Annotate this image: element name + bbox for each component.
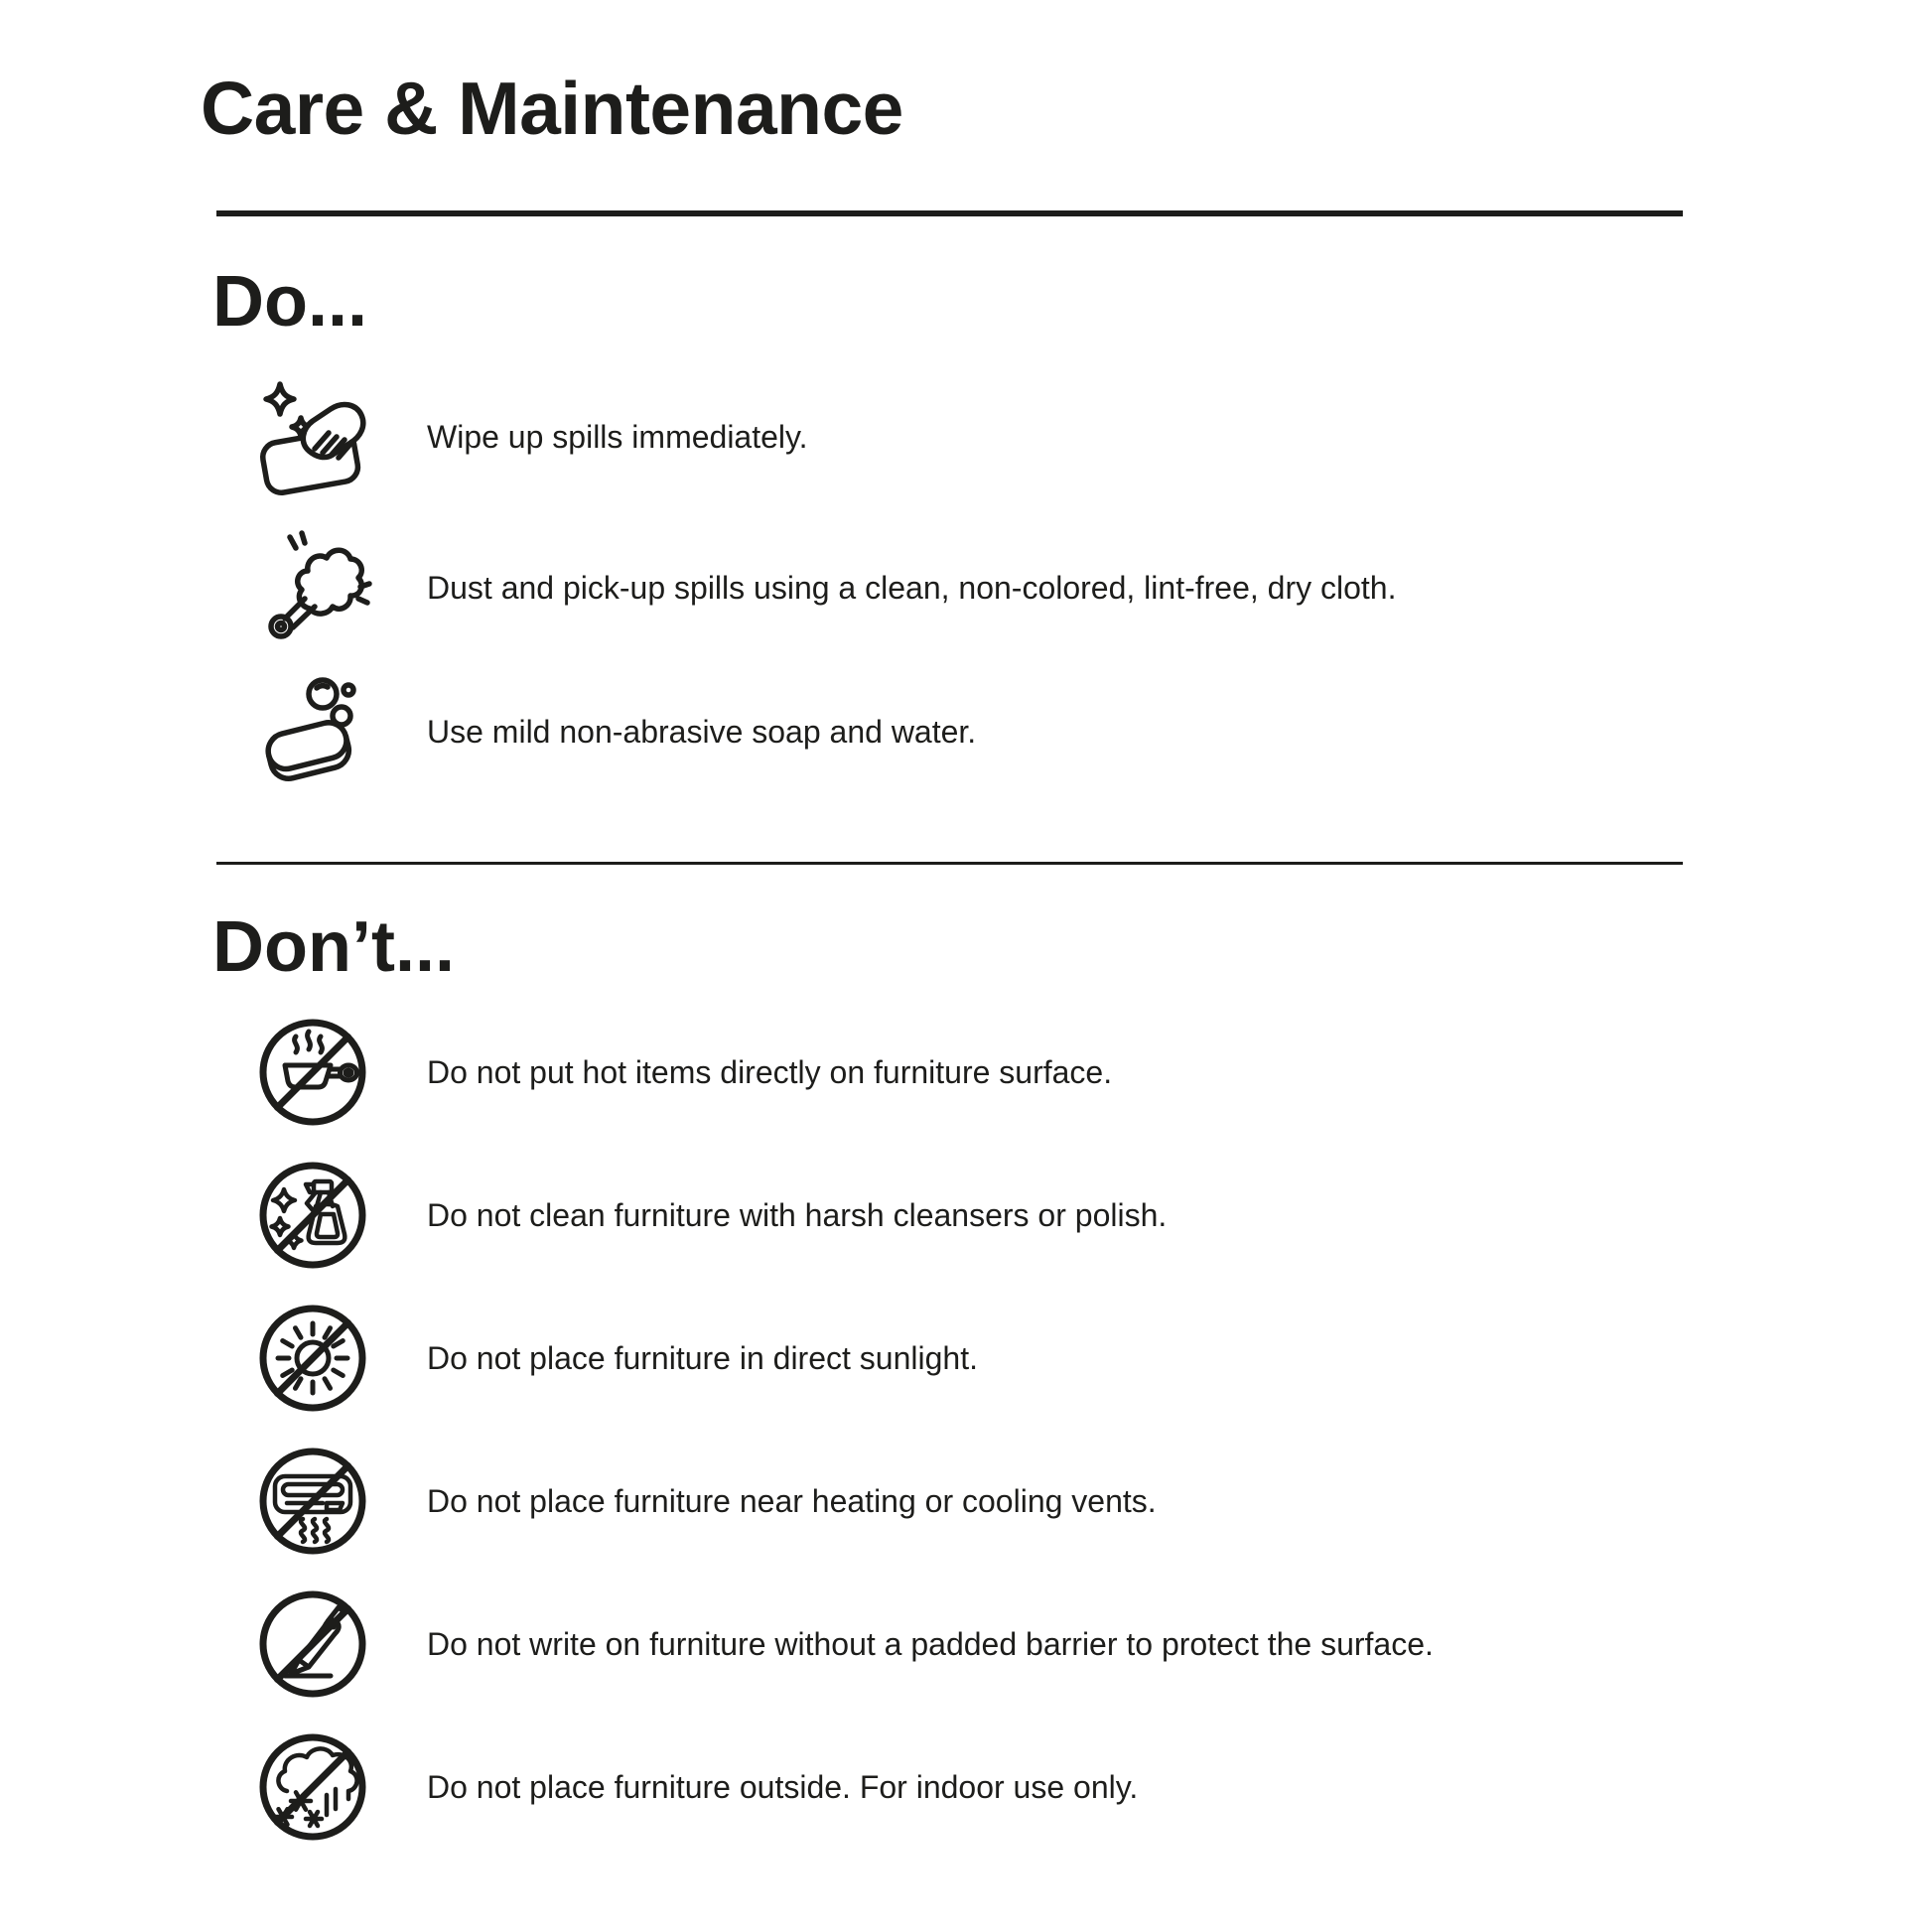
do-item-text: Dust and pick-up spills using a clean, non-colored, lint-free, dry cloth. bbox=[427, 569, 1397, 606]
dont-item-text: Do not place furniture near heating or cooling vents. bbox=[427, 1482, 1157, 1519]
no-outdoor-use-icon bbox=[213, 1731, 412, 1843]
dont-item-writing bbox=[213, 1575, 1434, 1714]
soap-icon bbox=[213, 672, 412, 791]
dont-item-outdoor-use bbox=[213, 1718, 1138, 1857]
dont-item-text: Do not write on furniture without a padded barrier to protect the surface. bbox=[427, 1625, 1434, 1662]
do-item-text: Use mild non-abrasive soap and water. bbox=[427, 713, 977, 750]
do-item-wipe-spills bbox=[213, 367, 808, 506]
do-item-text: Wipe up spills immediately. bbox=[427, 418, 808, 455]
section-divider bbox=[216, 862, 1683, 865]
dont-item-text: Do not clean furniture with harsh cleansers or polish. bbox=[427, 1196, 1168, 1233]
dont-section-heading: Don’t... bbox=[212, 907, 455, 987]
dont-item-text: Do not place furniture in direct sunlight. bbox=[427, 1339, 978, 1376]
do-item-dusting bbox=[213, 518, 1396, 657]
no-hot-items-icon bbox=[213, 1017, 412, 1128]
dont-item-text: Do not place furniture outside. For indoor use only. bbox=[427, 1768, 1139, 1805]
duster-icon bbox=[213, 527, 412, 648]
dont-item-text: Do not put hot items directly on furniture surface. bbox=[427, 1053, 1113, 1090]
no-harsh-cleansers-icon bbox=[213, 1160, 412, 1271]
dont-item-heating-vents bbox=[213, 1432, 1157, 1571]
dont-item-direct-sunlight bbox=[213, 1289, 978, 1428]
title-divider bbox=[216, 210, 1683, 216]
do-section-heading: Do... bbox=[212, 262, 367, 342]
no-direct-sunlight-icon bbox=[213, 1303, 412, 1414]
page-title: Care & Maintenance bbox=[201, 67, 903, 150]
wipe-spills-icon bbox=[213, 376, 412, 497]
no-writing-icon bbox=[213, 1588, 412, 1700]
dont-item-harsh-cleansers bbox=[213, 1146, 1167, 1285]
dont-item-hot-items bbox=[213, 1003, 1112, 1142]
no-heating-vents-icon bbox=[213, 1446, 412, 1557]
do-item-soap bbox=[213, 662, 976, 801]
